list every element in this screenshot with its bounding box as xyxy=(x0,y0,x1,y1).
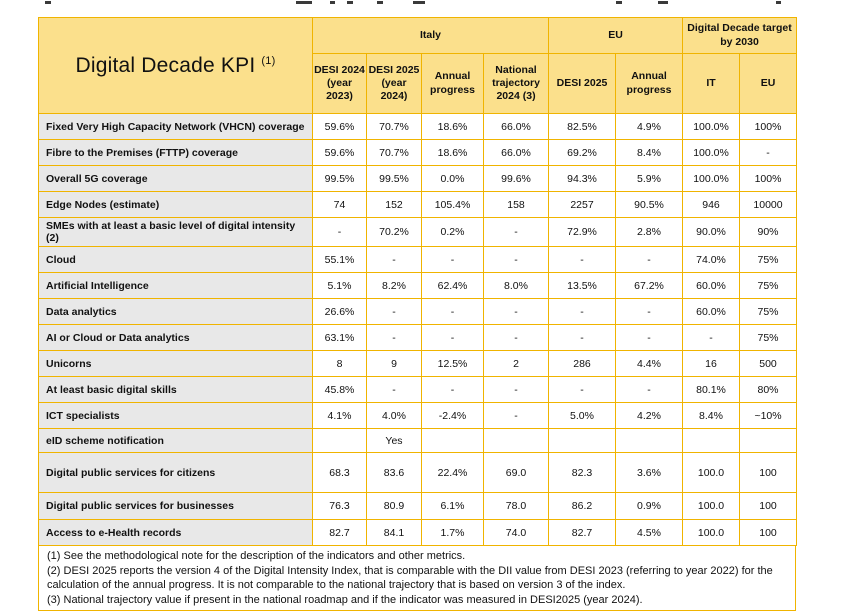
cell-value: 84.1 xyxy=(367,520,422,546)
cell-value: 0.0% xyxy=(422,166,484,192)
cell-value: 70.2% xyxy=(367,218,422,247)
cell-value: 74 xyxy=(313,192,367,218)
table-row xyxy=(39,114,797,140)
cell-value: 9 xyxy=(367,351,422,377)
page-title xyxy=(39,18,313,114)
cell-value: 70.7% xyxy=(367,114,422,140)
cell-value: - xyxy=(484,299,549,325)
row-label: Digital public services for businesses xyxy=(39,493,313,520)
group-header-target-2030: Digital Decade target by 2030 xyxy=(683,18,797,54)
cell-value: 100.0 xyxy=(683,453,740,493)
cell-value: 80% xyxy=(740,377,797,403)
cell-value xyxy=(683,429,740,453)
cell-value: 100 xyxy=(740,493,797,520)
cell-value: 5.0% xyxy=(549,403,616,429)
row-label: Artificial Intelligence xyxy=(39,273,313,299)
cell-value: 75% xyxy=(740,247,797,273)
cell-value: ~10% xyxy=(740,403,797,429)
cell-value: 100.0 xyxy=(683,493,740,520)
cell-value: 100.0% xyxy=(683,140,740,166)
col-header-desi-2025-eu: DESI 2025 xyxy=(549,54,616,114)
cell-value: 67.2% xyxy=(616,273,683,299)
cell-value: 76.3 xyxy=(313,493,367,520)
table-row xyxy=(39,299,797,325)
cell-value: 4.5% xyxy=(616,520,683,546)
cell-value: 5.1% xyxy=(313,273,367,299)
cell-value: 4.2% xyxy=(616,403,683,429)
cell-value xyxy=(484,429,549,453)
cell-value: 100.0% xyxy=(683,114,740,140)
cell-value: 82.3 xyxy=(549,453,616,493)
col-header-target-eu: EU xyxy=(740,54,797,114)
cell-value: - xyxy=(422,377,484,403)
row-label: SMEs with at least a basic level of digital intensity (2) xyxy=(39,218,313,247)
cell-value: 78.0 xyxy=(484,493,549,520)
cell-value: 82.5% xyxy=(549,114,616,140)
row-label: Digital public services for citizens xyxy=(39,453,313,493)
table-row xyxy=(39,429,797,453)
kpi-table xyxy=(38,17,797,546)
table-row xyxy=(39,273,797,299)
cell-value: 100.0% xyxy=(683,166,740,192)
group-header-eu: EU xyxy=(549,18,683,54)
cell-value: 90% xyxy=(740,218,797,247)
cell-value: 68.3 xyxy=(313,453,367,493)
row-label: Edge Nodes (estimate) xyxy=(39,192,313,218)
cell-value: - xyxy=(484,403,549,429)
cell-value: 26.6% xyxy=(313,299,367,325)
cell-value: 60.0% xyxy=(683,273,740,299)
cropped-text-artifact xyxy=(0,0,843,6)
cell-value: - xyxy=(422,325,484,351)
header-group-row xyxy=(39,18,797,54)
cell-value: - xyxy=(367,247,422,273)
row-label: At least basic digital skills xyxy=(39,377,313,403)
cell-value: 4.9% xyxy=(616,114,683,140)
row-label: eID scheme notification xyxy=(39,429,313,453)
cell-value: 75% xyxy=(740,325,797,351)
cell-value: 2257 xyxy=(549,192,616,218)
table-body xyxy=(39,114,797,546)
table-row xyxy=(39,218,797,247)
cell-value: 99.5% xyxy=(367,166,422,192)
cell-value: Yes xyxy=(367,429,422,453)
cell-value: 105.4% xyxy=(422,192,484,218)
cell-value: 1.7% xyxy=(422,520,484,546)
row-label: Overall 5G coverage xyxy=(39,166,313,192)
cell-value: - xyxy=(422,247,484,273)
row-label: AI or Cloud or Data analytics xyxy=(39,325,313,351)
cell-value: 90.5% xyxy=(616,192,683,218)
cell-value: 286 xyxy=(549,351,616,377)
cell-value: 62.4% xyxy=(422,273,484,299)
cell-value: 946 xyxy=(683,192,740,218)
row-label: Access to e-Health records xyxy=(39,520,313,546)
cell-value: - xyxy=(484,247,549,273)
cell-value: - xyxy=(549,247,616,273)
cell-value: 100 xyxy=(740,453,797,493)
cell-value: 5.9% xyxy=(616,166,683,192)
cell-value: 94.3% xyxy=(549,166,616,192)
cell-value: - xyxy=(367,325,422,351)
cell-value: 4.0% xyxy=(367,403,422,429)
row-label: Fixed Very High Capacity Network (VHCN) coverage xyxy=(39,114,313,140)
cell-value: 82.7 xyxy=(549,520,616,546)
cell-value: 60.0% xyxy=(683,299,740,325)
table-row xyxy=(39,325,797,351)
cell-value: 100% xyxy=(740,166,797,192)
cell-value: 66.0% xyxy=(484,140,549,166)
table-row xyxy=(39,493,797,520)
cell-value: - xyxy=(549,325,616,351)
col-header-desi-2024-it: DESI 2024 (year 2023) xyxy=(313,54,367,114)
cell-value: - xyxy=(484,377,549,403)
cell-value: - xyxy=(484,325,549,351)
cell-value: 100.0 xyxy=(683,520,740,546)
table-row xyxy=(39,192,797,218)
cell-value: 2 xyxy=(484,351,549,377)
cell-value: - xyxy=(616,247,683,273)
table-row xyxy=(39,453,797,493)
cell-value: 18.6% xyxy=(422,114,484,140)
row-label: ICT specialists xyxy=(39,403,313,429)
cell-value: 8.4% xyxy=(683,403,740,429)
cell-value: 99.5% xyxy=(313,166,367,192)
row-label: Fibre to the Premises (FTTP) coverage xyxy=(39,140,313,166)
cell-value: 72.9% xyxy=(549,218,616,247)
cell-value: 8.2% xyxy=(367,273,422,299)
cell-value: 22.4% xyxy=(422,453,484,493)
cell-value: 45.8% xyxy=(313,377,367,403)
table-row xyxy=(39,351,797,377)
cell-value: 80.1% xyxy=(683,377,740,403)
cell-value: - xyxy=(484,218,549,247)
cell-value: 158 xyxy=(484,192,549,218)
cell-value: - xyxy=(616,299,683,325)
cell-value xyxy=(313,429,367,453)
cell-value: 8.0% xyxy=(484,273,549,299)
table-row xyxy=(39,520,797,546)
cell-value: 59.6% xyxy=(313,114,367,140)
row-label: Cloud xyxy=(39,247,313,273)
page-title-text: Digital Decade KPI xyxy=(75,53,256,77)
footnote-2: (2) DESI 2025 reports the version 4 of the Digital Intensity Index, that is comparable with the DII value from DESI 2023 (referring to year 2022) for the calculation of the annual progress. It is not comparable to the national trajectory that is based on version 3 of the index. xyxy=(47,564,773,591)
cell-value: - xyxy=(313,218,367,247)
footnote-3: (3) National trajectory value if present in the national roadmap and if the indicator was measured in DESI2025 (year 2024). xyxy=(47,593,643,606)
cell-value: 83.6 xyxy=(367,453,422,493)
cell-value xyxy=(549,429,616,453)
cell-value: - xyxy=(422,299,484,325)
cell-value: 2.8% xyxy=(616,218,683,247)
cell-value: - xyxy=(549,299,616,325)
group-header-italy: Italy xyxy=(313,18,549,54)
col-header-annual-progress-eu: Annual progress xyxy=(616,54,683,114)
cell-value: 3.6% xyxy=(616,453,683,493)
cell-value: 82.7 xyxy=(313,520,367,546)
cell-value: - xyxy=(616,325,683,351)
cell-value: 152 xyxy=(367,192,422,218)
table-row xyxy=(39,377,797,403)
col-header-annual-progress-it: Annual progress xyxy=(422,54,484,114)
cell-value: -2.4% xyxy=(422,403,484,429)
cell-value: 86.2 xyxy=(549,493,616,520)
cell-value: 0.2% xyxy=(422,218,484,247)
cell-value: 69.2% xyxy=(549,140,616,166)
cell-value: 6.1% xyxy=(422,493,484,520)
cell-value xyxy=(616,429,683,453)
table-row xyxy=(39,166,797,192)
cell-value: 55.1% xyxy=(313,247,367,273)
cell-value: 0.9% xyxy=(616,493,683,520)
cell-value: - xyxy=(367,377,422,403)
cell-value: 8 xyxy=(313,351,367,377)
table-row xyxy=(39,403,797,429)
cell-value: 99.6% xyxy=(484,166,549,192)
cell-value: 100 xyxy=(740,520,797,546)
cell-value: 80.9 xyxy=(367,493,422,520)
kpi-table-container xyxy=(38,17,796,611)
cell-value: - xyxy=(549,377,616,403)
cell-value xyxy=(422,429,484,453)
cell-value: 100% xyxy=(740,114,797,140)
cell-value: 4.1% xyxy=(313,403,367,429)
cell-value: 18.6% xyxy=(422,140,484,166)
col-header-desi-2025-it: DESI 2025 (year 2024) xyxy=(367,54,422,114)
col-header-national-trajectory: National trajectory 2024 (3) xyxy=(484,54,549,114)
cell-value: 90.0% xyxy=(683,218,740,247)
cell-value: 500 xyxy=(740,351,797,377)
cell-value: 75% xyxy=(740,299,797,325)
cell-value: - xyxy=(683,325,740,351)
footnotes-box xyxy=(38,546,796,611)
footnote-1: (1) See the methodological note for the description of the indicators and other metrics. xyxy=(47,550,466,562)
table-row xyxy=(39,247,797,273)
table-row xyxy=(39,140,797,166)
title-footnote-marker: (1) xyxy=(261,54,276,67)
cell-value: - xyxy=(616,377,683,403)
col-header-target-it: IT xyxy=(683,54,740,114)
cell-value xyxy=(740,429,797,453)
row-label: Unicorns xyxy=(39,351,313,377)
row-label: Data analytics xyxy=(39,299,313,325)
cell-value: 69.0 xyxy=(484,453,549,493)
cell-value: - xyxy=(367,299,422,325)
cell-value: 66.0% xyxy=(484,114,549,140)
cell-value: 12.5% xyxy=(422,351,484,377)
cell-value: 74.0 xyxy=(484,520,549,546)
cell-value: 4.4% xyxy=(616,351,683,377)
cell-value: 59.6% xyxy=(313,140,367,166)
cell-value: - xyxy=(740,140,797,166)
cell-value: 8.4% xyxy=(616,140,683,166)
cell-value: 10000 xyxy=(740,192,797,218)
cell-value: 70.7% xyxy=(367,140,422,166)
cell-value: 75% xyxy=(740,273,797,299)
cell-value: 16 xyxy=(683,351,740,377)
cell-value: 74.0% xyxy=(683,247,740,273)
cell-value: 63.1% xyxy=(313,325,367,351)
cell-value: 13.5% xyxy=(549,273,616,299)
